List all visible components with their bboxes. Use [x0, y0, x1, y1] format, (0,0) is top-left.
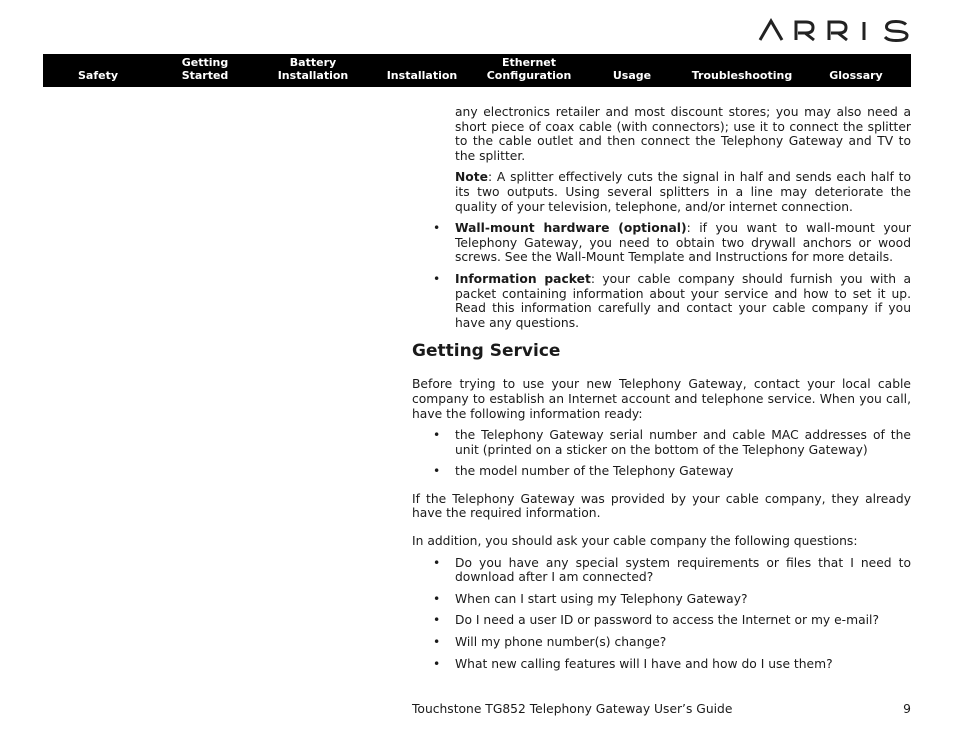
- nav-item-troubleshooting[interactable]: [680, 54, 804, 87]
- nav-item-installation[interactable]: [376, 54, 468, 87]
- intro-paragraph: any electronics retailer and most discount stores; you may also need a short piece of coax cable (with connectors); use it to connect the splitter to the cable outlet and then connect the Telephony Gateway and TV to the splitter.: [455, 105, 911, 163]
- required-info-list: [412, 428, 911, 479]
- footer-guide-title: Touchstone TG852 Telephony Gateway User’s Guide: [412, 702, 733, 716]
- nav-item-label: Glossary: [829, 69, 883, 82]
- nav-item-label: Troubleshooting: [691, 69, 793, 82]
- nav-item-label: Getting: [181, 56, 229, 69]
- page-number: 9: [903, 702, 911, 716]
- service-paragraph: Before trying to use your new Telephony Gateway, contact your local cable company to establish an Internet account and telephone service. When you call, have the following information ready:: [412, 377, 911, 421]
- list-item-label: Wall-mount hardware (optional): [455, 221, 687, 236]
- list-item: • Do I need a user ID or password to access the Internet or my e-mail?: [412, 613, 911, 628]
- nav-item-glossary[interactable]: [818, 54, 894, 87]
- top-navigation-bar: [43, 54, 911, 87]
- list-item-text: : if you want to wall-mount your Telephony Gateway, you need to obtain two drywall anchors or wood screws. See the Wall-Mount Template and Instructions for more details.: [455, 221, 911, 265]
- list-item: • When can I start using my Telephony Gateway?: [412, 592, 911, 607]
- arris-logo-mark: [758, 18, 912, 44]
- addition-paragraph: In addition, you should ask your cable company the following questions:: [412, 534, 858, 549]
- list-item: • the model number of the Telephony Gateway: [412, 464, 911, 479]
- nav-item-label: Safety: [77, 69, 119, 82]
- nav-item-label: Started: [181, 69, 229, 82]
- list-item: • Will my phone number(s) change?: [412, 635, 911, 650]
- questions-list: [412, 556, 911, 672]
- nav-item-getting-started[interactable]: [170, 54, 240, 87]
- nav-item-label: Ethernet: [501, 56, 557, 69]
- nav-item-label: Installation: [386, 69, 458, 82]
- page-content: [412, 105, 911, 671]
- list-item: [412, 221, 911, 265]
- section-heading: Getting Service: [412, 341, 561, 362]
- nav-item-label: Configuration: [486, 69, 572, 82]
- list-item: • What new calling features will I have and how do I use them?: [412, 657, 911, 672]
- arris-logo: [758, 18, 912, 44]
- list-item-text: : your cable company should furnish you with a packet containing information about your service and how to set it up. Read this information carefully and contact your cable company if you have any questions.: [455, 271, 911, 330]
- note-paragraph: [455, 170, 911, 214]
- nav-item-safety[interactable]: [65, 54, 131, 87]
- nav-item-label: Usage: [612, 69, 652, 82]
- nav-item-ethernet-configuration[interactable]: [474, 54, 584, 87]
- nav-item-battery-installation[interactable]: [268, 54, 358, 87]
- nav-item-label: Installation: [277, 69, 349, 82]
- list-item-label: Information packet: [455, 271, 591, 286]
- list-item: • the Telephony Gateway serial number and cable MAC addresses of the unit (printed on a sticker on the bottom of the Telephony Gateway): [412, 428, 911, 457]
- list-item: • Do you have any special system requirements or files that I need to download after I am connected?: [412, 556, 911, 585]
- nav-item-usage[interactable]: [598, 54, 666, 87]
- note-text: : A splitter effectively cuts the signal in half and sends each half to its two outputs. Using several splitters in a line may deteriorate the quality of your television, telephone, and/or internet connection.: [455, 170, 911, 214]
- list-item: [412, 272, 911, 330]
- hardware-list: [412, 221, 911, 330]
- note-label: Note: [455, 170, 488, 185]
- nav-item-label: Battery: [289, 56, 337, 69]
- provided-paragraph: If the Telephony Gateway was provided by your cable company, they already have the required information.: [412, 491, 911, 521]
